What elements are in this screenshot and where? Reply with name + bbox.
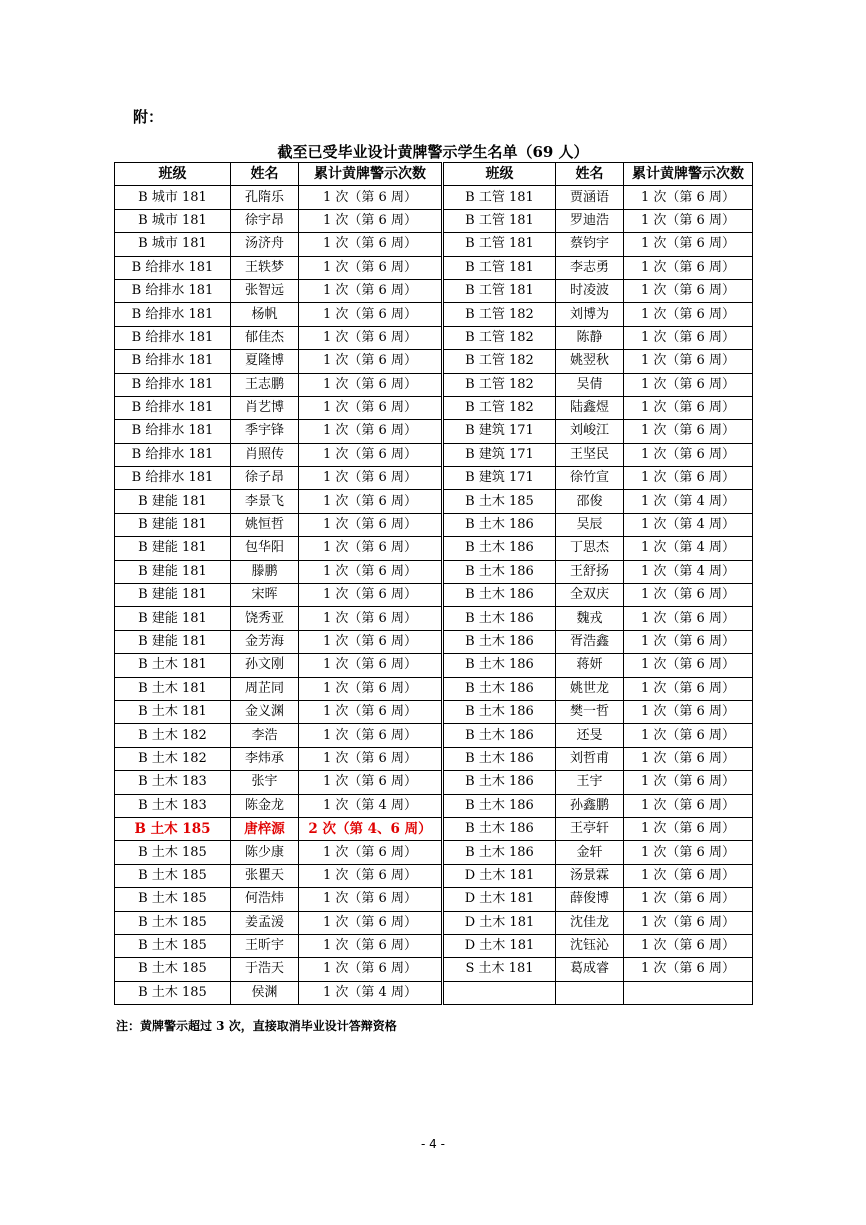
cell-class: B 土木 185 [115,934,231,957]
cell-name: 姚恒哲 [231,513,299,536]
cell-class: B 土木 181 [115,654,231,677]
cell-count: 1 次（第 6 周） [299,654,443,677]
cell-class: B 建能 181 [115,630,231,653]
cell-name: 张智远 [231,279,299,302]
col-header-count: 累计黄牌警示次数 [624,163,753,186]
cell-name: 时凌波 [556,279,624,302]
cell-count: 1 次（第 6 周） [624,630,753,653]
cell-name: 唐梓源 [231,817,299,840]
cell-name: 王宇 [556,771,624,794]
table-row [115,373,753,396]
table-row [115,560,753,583]
cell-class: D 土木 181 [443,911,556,934]
cell-name: 包华阳 [231,537,299,560]
cell-name: 肖艺博 [231,396,299,419]
cell-name: 金芳海 [231,630,299,653]
cell-name: 王亭轩 [556,817,624,840]
cell-class: B 土木 182 [115,747,231,770]
cell-name: 宋晖 [231,584,299,607]
cell-class: B 建能 181 [115,537,231,560]
cell-count: 1 次（第 6 周） [624,934,753,957]
cell-class: B 土木 186 [443,677,556,700]
col-header-name: 姓名 [556,163,624,186]
cell-name: 汤济舟 [231,233,299,256]
cell-class: B 工管 182 [443,373,556,396]
cell-count: 1 次（第 6 周） [299,350,443,373]
cell-class: B 工管 182 [443,350,556,373]
cell-count: 1 次（第 6 周） [299,888,443,911]
table-row [115,794,753,817]
cell-name: 王昕宇 [231,934,299,957]
cell-count [624,981,753,1004]
cell-count: 1 次（第 6 周） [624,794,753,817]
cell-count: 1 次（第 6 周） [624,911,753,934]
cell-class: B 土木 186 [443,841,556,864]
cell-class: B 土木 182 [115,724,231,747]
cell-name: 陆鑫煜 [556,396,624,419]
cell-name: 张宇 [231,771,299,794]
cell-count: 1 次（第 6 周） [624,888,753,911]
cell-class: D 土木 181 [443,888,556,911]
cell-class: B 工管 181 [443,233,556,256]
cell-name: 吴辰 [556,513,624,536]
table-row [115,747,753,770]
cell-name: 吴倩 [556,373,624,396]
cell-count: 1 次（第 6 周） [299,700,443,723]
cell-count: 1 次（第 6 周） [299,373,443,396]
cell-count: 1 次（第 6 周） [624,467,753,490]
cell-class: B 给排水 181 [115,443,231,466]
cell-class: B 工管 181 [443,256,556,279]
cell-class: B 土木 186 [443,724,556,747]
cell-count: 1 次（第 4 周） [299,981,443,1004]
cell-name: 还旻 [556,724,624,747]
cell-count: 1 次（第 6 周） [624,209,753,232]
cell-class: D 土木 181 [443,934,556,957]
cell-name: 孙文刚 [231,654,299,677]
cell-name: 刘哲甫 [556,747,624,770]
cell-name: 汤景霖 [556,864,624,887]
cell-name: 刘峻江 [556,420,624,443]
cell-name: 李志勇 [556,256,624,279]
cell-class: B 工管 182 [443,326,556,349]
cell-class: B 建能 181 [115,584,231,607]
cell-count: 1 次（第 6 周） [299,677,443,700]
cell-count: 1 次（第 4 周） [624,537,753,560]
cell-count: 1 次（第 6 周） [624,326,753,349]
cell-name: 李景飞 [231,490,299,513]
table-row [115,209,753,232]
cell-count: 1 次（第 6 周） [624,256,753,279]
table-row [115,771,753,794]
cell-class: B 建筑 171 [443,443,556,466]
table-row [115,630,753,653]
cell-class: B 工管 181 [443,186,556,209]
cell-name: 邵俊 [556,490,624,513]
cell-class: S 土木 181 [443,958,556,981]
cell-name: 姚翌秋 [556,350,624,373]
cell-name: 何浩炜 [231,888,299,911]
col-header-count: 累计黄牌警示次数 [299,163,443,186]
cell-count: 1 次（第 6 周） [624,864,753,887]
cell-name: 季宇锋 [231,420,299,443]
table-row [115,864,753,887]
cell-class: B 建筑 171 [443,467,556,490]
cell-count: 1 次（第 4 周） [624,513,753,536]
cell-name: 孙鑫鹏 [556,794,624,817]
cell-name: 樊一哲 [556,700,624,723]
cell-name: 侯渊 [231,981,299,1004]
cell-class: B 土木 181 [115,677,231,700]
cell-class: B 给排水 181 [115,396,231,419]
cell-count: 1 次（第 6 周） [299,396,443,419]
cell-count: 1 次（第 6 周） [299,724,443,747]
cell-count: 1 次（第 6 周） [299,934,443,957]
cell-count: 1 次（第 6 周） [299,209,443,232]
cell-count: 1 次（第 6 周） [299,771,443,794]
cell-class: B 土木 186 [443,700,556,723]
cell-class: B 给排水 181 [115,279,231,302]
cell-name: 蒋妍 [556,654,624,677]
table-row [115,981,753,1004]
table-row [115,443,753,466]
cell-name: 张瞿天 [231,864,299,887]
cell-name: 徐竹宣 [556,467,624,490]
table-row [115,584,753,607]
table-row [115,420,753,443]
cell-count: 1 次（第 6 周） [299,256,443,279]
cell-count: 1 次（第 6 周） [299,513,443,536]
cell-class: B 建能 181 [115,560,231,583]
cell-count: 1 次（第 6 周） [299,420,443,443]
table-row [115,256,753,279]
cell-count: 2 次（第 4、6 周） [299,817,443,840]
cell-class: B 给排水 181 [115,467,231,490]
cell-count: 1 次（第 6 周） [299,958,443,981]
cell-name: 李炜承 [231,747,299,770]
col-header-name: 姓名 [231,163,299,186]
cell-name: 陈少康 [231,841,299,864]
cell-class: B 土木 185 [115,981,231,1004]
cell-class: D 土木 181 [443,864,556,887]
cell-count: 1 次（第 6 周） [299,443,443,466]
cell-class: B 土木 186 [443,513,556,536]
cell-class: B 建能 181 [115,490,231,513]
cell-class: B 土木 186 [443,607,556,630]
cell-name: 姜孟湲 [231,911,299,934]
cell-count: 1 次（第 6 周） [624,771,753,794]
cell-count: 1 次（第 6 周） [624,443,753,466]
cell-class: B 工管 181 [443,209,556,232]
cell-name: 徐子昂 [231,467,299,490]
cell-count: 1 次（第 6 周） [299,303,443,326]
cell-class: B 土木 186 [443,584,556,607]
table-row [115,958,753,981]
cell-count: 1 次（第 6 周） [624,607,753,630]
table-row [115,888,753,911]
cell-class: B 工管 182 [443,303,556,326]
cell-name: 胥浩鑫 [556,630,624,653]
cell-count: 1 次（第 6 周） [624,303,753,326]
cell-name: 沈佳龙 [556,911,624,934]
cell-class: B 土木 183 [115,771,231,794]
table-row [115,186,753,209]
cell-name: 沈钰沁 [556,934,624,957]
cell-name: 陈静 [556,326,624,349]
table-row [115,841,753,864]
cell-name: 郁佳杰 [231,326,299,349]
cell-name: 葛成睿 [556,958,624,981]
col-header-class: 班级 [443,163,556,186]
table-row [115,490,753,513]
cell-name: 杨帆 [231,303,299,326]
cell-class: B 给排水 181 [115,256,231,279]
cell-count: 1 次（第 4 周） [624,490,753,513]
cell-class: B 给排水 181 [115,373,231,396]
cell-count: 1 次（第 6 周） [624,700,753,723]
cell-class: B 土木 185 [115,958,231,981]
cell-class: B 土木 186 [443,630,556,653]
cell-count: 1 次（第 6 周） [299,630,443,653]
cell-name: 王坚民 [556,443,624,466]
cell-name: 陈金龙 [231,794,299,817]
cell-count: 1 次（第 4 周） [299,794,443,817]
table-header-row [115,163,753,186]
cell-count: 1 次（第 6 周） [624,584,753,607]
warning-roster-table [114,162,753,1005]
table-row [115,350,753,373]
cell-count: 1 次（第 6 周） [299,864,443,887]
table-row [115,279,753,302]
cell-count: 1 次（第 6 周） [299,490,443,513]
cell-count: 1 次（第 6 周） [624,841,753,864]
table-row [115,911,753,934]
table-row [115,396,753,419]
cell-name: 姚世龙 [556,677,624,700]
cell-class: B 工管 182 [443,396,556,419]
cell-class: B 建筑 171 [443,420,556,443]
cell-count: 1 次（第 6 周） [299,326,443,349]
cell-name: 罗迪浩 [556,209,624,232]
cell-class: B 给排水 181 [115,420,231,443]
cell-count: 1 次（第 6 周） [624,420,753,443]
cell-class: B 土木 185 [115,911,231,934]
cell-count: 1 次（第 6 周） [624,958,753,981]
table-row [115,513,753,536]
cell-class: B 建能 181 [115,607,231,630]
cell-class: B 土木 185 [443,490,556,513]
table-row [115,700,753,723]
cell-class [443,981,556,1004]
table-row [115,233,753,256]
cell-name: 王轶梦 [231,256,299,279]
cell-count: 1 次（第 6 周） [299,233,443,256]
table-row [115,934,753,957]
cell-class: B 土木 186 [443,654,556,677]
cell-count: 1 次（第 6 周） [299,584,443,607]
cell-count: 1 次（第 6 周） [624,396,753,419]
appendix-heading: 附： [133,108,164,126]
cell-name: 饶秀亚 [231,607,299,630]
cell-count: 1 次（第 6 周） [299,467,443,490]
table-row [115,677,753,700]
cell-count: 1 次（第 6 周） [299,537,443,560]
cell-name: 丁思杰 [556,537,624,560]
cell-class: B 给排水 181 [115,303,231,326]
cell-count: 1 次（第 6 周） [624,724,753,747]
page-number: - 4 - [421,1137,445,1151]
cell-class: B 建能 181 [115,513,231,536]
cell-count: 1 次（第 6 周） [299,747,443,770]
cell-class: B 给排水 181 [115,326,231,349]
cell-name: 金轩 [556,841,624,864]
cell-name: 薛俊博 [556,888,624,911]
cell-name: 王舒扬 [556,560,624,583]
cell-name: 滕鹏 [231,560,299,583]
table-row [115,654,753,677]
cell-class: B 土木 186 [443,771,556,794]
cell-name: 孔隋乐 [231,186,299,209]
footnote: 注：黄牌警示超过 3 次，直接取消毕业设计答辩资格 [116,1019,397,1033]
cell-count: 1 次（第 6 周） [624,373,753,396]
cell-class: B 城市 181 [115,186,231,209]
cell-name: 蔡钧宇 [556,233,624,256]
cell-class: B 给排水 181 [115,350,231,373]
cell-class: B 土木 185 [115,888,231,911]
cell-count: 1 次（第 6 周） [624,279,753,302]
cell-name: 于浩天 [231,958,299,981]
cell-class: B 土木 186 [443,794,556,817]
cell-class: B 土木 185 [115,817,231,840]
cell-class: B 土木 183 [115,794,231,817]
cell-count: 1 次（第 6 周） [624,233,753,256]
cell-class: B 工管 181 [443,279,556,302]
table-row [115,467,753,490]
cell-name: 刘博为 [556,303,624,326]
table-body [115,186,753,1005]
cell-class: B 城市 181 [115,233,231,256]
cell-count: 1 次（第 6 周） [299,607,443,630]
table-row [115,537,753,560]
cell-name: 王志鹏 [231,373,299,396]
table-row [115,303,753,326]
cell-name: 贾涵语 [556,186,624,209]
cell-count: 1 次（第 6 周） [299,911,443,934]
table-row [115,817,753,840]
cell-count: 1 次（第 4 周） [624,560,753,583]
cell-count: 1 次（第 6 周） [299,279,443,302]
cell-name: 徐宇昂 [231,209,299,232]
cell-class: B 土木 186 [443,537,556,560]
cell-name: 周芷同 [231,677,299,700]
cell-class: B 城市 181 [115,209,231,232]
cell-name: 全双庆 [556,584,624,607]
cell-class: B 土木 181 [115,700,231,723]
cell-name: 夏隆博 [231,350,299,373]
cell-class: B 土木 185 [115,841,231,864]
cell-count: 1 次（第 6 周） [624,747,753,770]
cell-count: 1 次（第 6 周） [299,841,443,864]
col-header-class: 班级 [115,163,231,186]
cell-name: 李浩 [231,724,299,747]
cell-count: 1 次（第 6 周） [624,350,753,373]
cell-count: 1 次（第 6 周） [624,817,753,840]
table-row [115,607,753,630]
cell-name: 魏戎 [556,607,624,630]
table-row [115,724,753,747]
cell-class: B 土木 186 [443,560,556,583]
cell-count: 1 次（第 6 周） [624,186,753,209]
cell-count: 1 次（第 6 周） [299,560,443,583]
cell-class: B 土木 186 [443,747,556,770]
cell-count: 1 次（第 6 周） [299,186,443,209]
table-title: 截至已受毕业设计黄牌警示学生名单（69 人） [277,143,589,161]
cell-count: 1 次（第 6 周） [624,654,753,677]
cell-class: B 土木 185 [115,864,231,887]
cell-count: 1 次（第 6 周） [624,677,753,700]
cell-class: B 土木 186 [443,817,556,840]
cell-name [556,981,624,1004]
table-row [115,326,753,349]
cell-name: 肖照传 [231,443,299,466]
cell-name: 金义渊 [231,700,299,723]
